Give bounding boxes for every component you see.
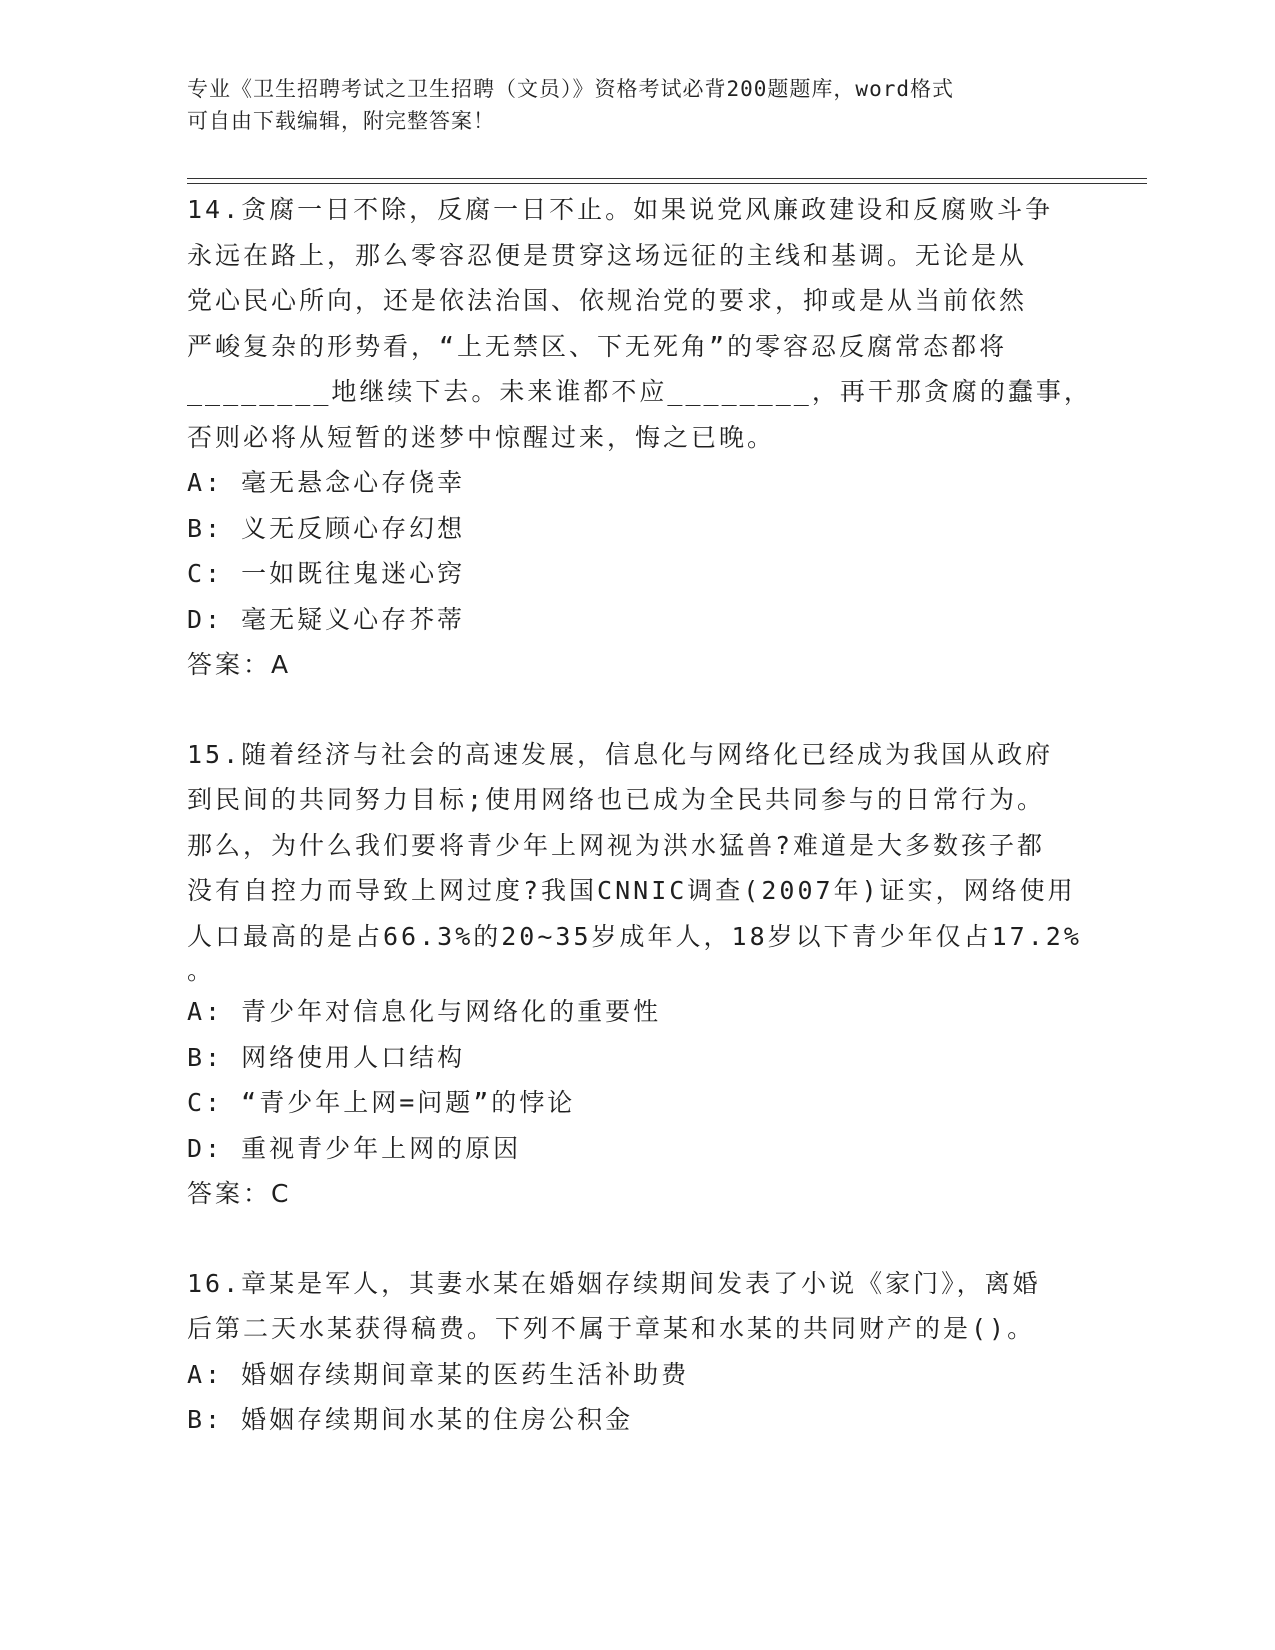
question-text-line: 没有自控力而导致上网过度?我国CNNIC调查(2007年)证实，网络使用 xyxy=(187,876,1076,905)
option-d: D: 重视青少年上网的原因 xyxy=(187,1133,522,1163)
header-divider-bottom xyxy=(187,183,1147,184)
question-spacer xyxy=(187,1217,1087,1261)
question-text-line: 15.随着经济与社会的高速发展，信息化与网络化已经成为我国从政府 xyxy=(187,739,1054,769)
question-spacer xyxy=(187,688,1087,732)
option-c: C: “青少年上网=问题”的悖论 xyxy=(187,1088,576,1117)
option-b: B: 网络使用人口结构 xyxy=(187,1042,466,1072)
question-16 xyxy=(187,1261,1087,1443)
question-text-line: 16.章某是军人，其妻水某在婚姻存续期间发表了小说《家门》，离婚 xyxy=(187,1268,1041,1298)
question-text-line: 到民间的共同努力目标;使用网络也已成为全民共同参与的日常行为。 xyxy=(187,785,1046,814)
question-text-line: 严峻复杂的形势看，“上无禁区、下无死角”的零容忍反腐常态都将 xyxy=(187,331,1008,361)
option-a: A: 毫无悬念心存侥幸 xyxy=(187,468,466,497)
question-15 xyxy=(187,732,1087,1217)
option-c: C: 一如既往鬼迷心窍 xyxy=(187,559,466,588)
question-14 xyxy=(187,187,1092,688)
question-text-line: 那么，为什么我们要将青少年上网视为洪水猛兽?难道是大多数孩子都 xyxy=(187,830,1046,860)
question-text-line: 党心民心所向，还是依法治国、依规治党的要求，抑或是从当前依然 xyxy=(187,286,1028,315)
answer-label: 答案：A xyxy=(187,650,292,679)
question-text-line: 。 xyxy=(187,956,216,985)
question-text-line: 14.贪腐一日不除，反腐一日不止。如果说党风廉政建设和反腐败斗争 xyxy=(187,195,1054,224)
option-d: D: 毫无疑义心存芥蒂 xyxy=(187,604,466,634)
option-b: B: 婚姻存续期间水某的住房公积金 xyxy=(187,1405,634,1434)
question-list xyxy=(187,187,1092,1443)
question-text-line: 后第二天水某获得稿费。下列不属于章某和水某的共同财产的是()。 xyxy=(187,1314,1036,1343)
question-text-line: 否则必将从短暂的迷梦中惊醒过来，悔之已晚。 xyxy=(187,422,776,452)
question-text-line: ________地继续下去。未来谁都不应________，再干那贪腐的蠢事， xyxy=(187,377,1092,406)
option-a: A: 青少年对信息化与网络化的重要性 xyxy=(187,997,662,1026)
header-line-2: 可自由下载编辑，附完整答案！ xyxy=(187,109,495,133)
answer-label: 答案：C xyxy=(187,1179,292,1208)
option-b: B: 义无反顾心存幻想 xyxy=(187,513,466,543)
question-text-line: 永远在路上，那么零容忍便是贯穿这场远征的主线和基调。无论是从 xyxy=(187,240,1028,270)
option-a: A: 婚姻存续期间章某的医药生活补助费 xyxy=(187,1359,690,1389)
question-text-line: 人口最高的是占66.3%的20~35岁成年人，18岁以下青少年仅占17.2% xyxy=(187,921,1082,951)
header-divider-top xyxy=(187,178,1147,179)
document-header xyxy=(187,73,1087,137)
header-line-1: 专业《卫生招聘考试之卫生招聘（文员）》资格考试必背200题题库，word格式 xyxy=(187,77,954,101)
